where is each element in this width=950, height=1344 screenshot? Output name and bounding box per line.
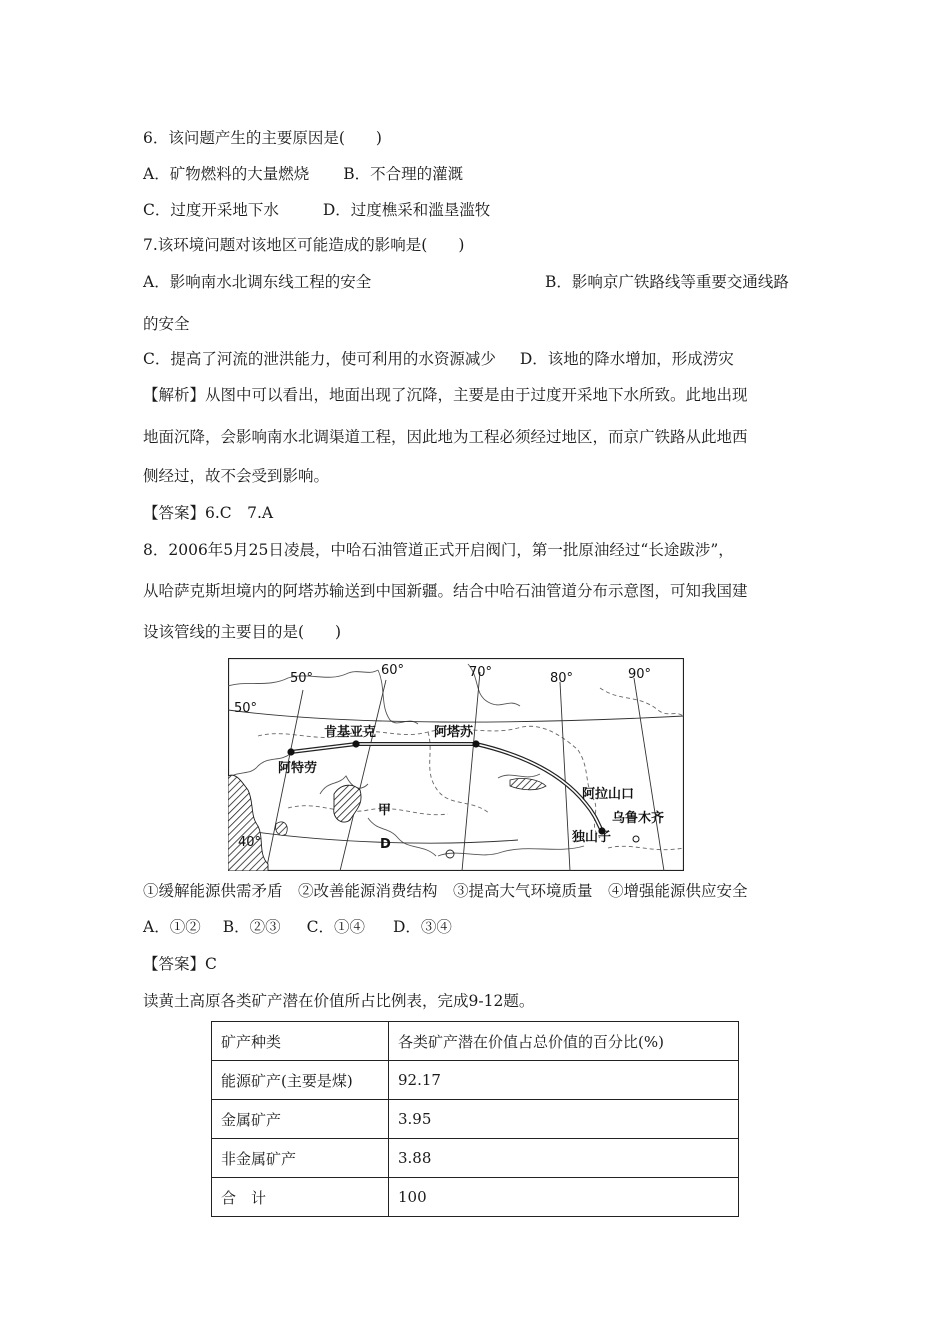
q8-stem-line-2: 从哈萨克斯坦境内的阿塔苏输送到中国新疆。结合中哈石油管道分布示意图，可知我国建 bbox=[143, 582, 748, 600]
mineral-value-table bbox=[211, 1021, 739, 1217]
answer-8: 【答案】C bbox=[143, 955, 217, 973]
table-cell: 金属矿产 bbox=[212, 1100, 389, 1139]
region-label-d: D bbox=[380, 837, 391, 852]
q8-stem-line-3: 设该管线的主要目的是( ) bbox=[143, 623, 342, 641]
q8-option-b: B．②③ bbox=[222, 918, 281, 936]
q7-option-b-continued: 的安全 bbox=[143, 315, 190, 333]
table-cell: 合 计 bbox=[212, 1178, 389, 1217]
lon-label-70: 70° bbox=[469, 665, 493, 680]
q6-option-b: B．不合理的灌溉 bbox=[343, 165, 464, 183]
city-dot-dushanzi bbox=[633, 836, 639, 842]
table-cell: 3.88 bbox=[389, 1139, 739, 1178]
table-cell: 3.95 bbox=[389, 1100, 739, 1139]
table-cell: 能源矿产(主要是煤) bbox=[212, 1061, 389, 1100]
city-dot-atyrau bbox=[287, 748, 294, 755]
q6-option-a: A．矿物燃料的大量燃烧 bbox=[143, 165, 310, 183]
analysis-line-1: 【解析】从图中可以看出，地面出现了沉降，主要是由于过度开采地下水所致。此地出现 bbox=[143, 386, 748, 404]
table-row bbox=[212, 1061, 739, 1100]
q6-options-row2 bbox=[143, 200, 490, 220]
q8-choices: ①缓解能源供需矛盾 ②改善能源消费结构 ③提高大气环境质量 ④增强能源供应安全 bbox=[143, 882, 748, 900]
table-cell: 100 bbox=[389, 1178, 739, 1217]
q7-stem: 7.该环境问题对该地区可能造成的影响是( ) bbox=[143, 236, 465, 254]
city-dot-atasu bbox=[472, 740, 479, 747]
table-cell: 非金属矿产 bbox=[212, 1139, 389, 1178]
q8-option-c: C．①④ bbox=[306, 918, 365, 936]
q6-option-c: C．过度开采地下水 bbox=[143, 201, 279, 219]
region-label-jia: 甲 bbox=[378, 803, 392, 818]
q7-option-b: B．影响京广铁路线等重要交通线路 bbox=[545, 273, 789, 291]
q8-option-a: A．①② bbox=[143, 918, 201, 936]
table-row bbox=[212, 1178, 739, 1217]
lat-label-40: 40° bbox=[238, 835, 262, 850]
city-label-atyrau: 阿特劳 bbox=[278, 761, 318, 776]
lat-label-50: 50° bbox=[234, 701, 258, 716]
table-row bbox=[212, 1139, 739, 1178]
table-header-row bbox=[212, 1022, 739, 1061]
pipeline-map bbox=[228, 658, 684, 871]
q8-stem-line-1: 8．2006年5月25日凌晨，中哈石油管道正式开启阀门，第一批原油经过“长途跋涉”， bbox=[143, 541, 734, 559]
table-header-cell: 各类矿产潜在价值占总价值的百分比(%) bbox=[389, 1022, 739, 1061]
q6-option-d: D．过度樵采和滥垦滥牧 bbox=[322, 201, 491, 219]
table-header-cell: 矿产种类 bbox=[212, 1022, 389, 1061]
city-label-alashankou: 阿拉山口 bbox=[582, 787, 635, 802]
q6-options-row1 bbox=[143, 164, 463, 184]
q8-options bbox=[143, 917, 452, 937]
table-row bbox=[212, 1100, 739, 1139]
city-label-atasu: 阿塔苏 bbox=[434, 725, 474, 740]
q7-option-c: C．提高了河流的泄洪能力，使可利用的水资源减少 bbox=[143, 350, 496, 368]
table-cell: 92.17 bbox=[389, 1061, 739, 1100]
lon-label-90: 90° bbox=[628, 667, 652, 682]
lon-label-50: 50° bbox=[290, 671, 314, 686]
analysis-line-3: 侧经过，故不会受到影响。 bbox=[143, 467, 330, 485]
lon-label-60: 60° bbox=[381, 663, 405, 678]
analysis-line-2: 地面沉降，会影响南水北调渠道工程，因此地为工程必须经过地区，而京广铁路从此地西 bbox=[143, 428, 748, 446]
answer-6-7: 【答案】6.C 7.A bbox=[143, 504, 274, 522]
q8-option-d: D．③④ bbox=[392, 918, 452, 936]
small-lake bbox=[276, 822, 288, 835]
q7-option-a: A．影响南水北调东线工程的安全 bbox=[143, 273, 372, 291]
lon-label-80: 80° bbox=[550, 671, 574, 686]
q7-options-row3 bbox=[143, 349, 734, 369]
q7-option-d: D．该地的降水增加，形成涝灾 bbox=[519, 350, 734, 368]
q6-stem: 6．该问题产生的主要原因是( ) bbox=[143, 129, 382, 147]
city-label-dushanzi: 独山子 bbox=[572, 830, 612, 845]
intro-9-12: 读黄土高原各类矿产潜在价值所占比例表，完成9-12题。 bbox=[143, 992, 535, 1010]
city-label-urumqi: 乌鲁木齐 bbox=[612, 811, 665, 826]
city-label-kenkiyak: 肯基亚克 bbox=[324, 725, 377, 740]
city-dot-kenkiyak bbox=[352, 740, 359, 747]
